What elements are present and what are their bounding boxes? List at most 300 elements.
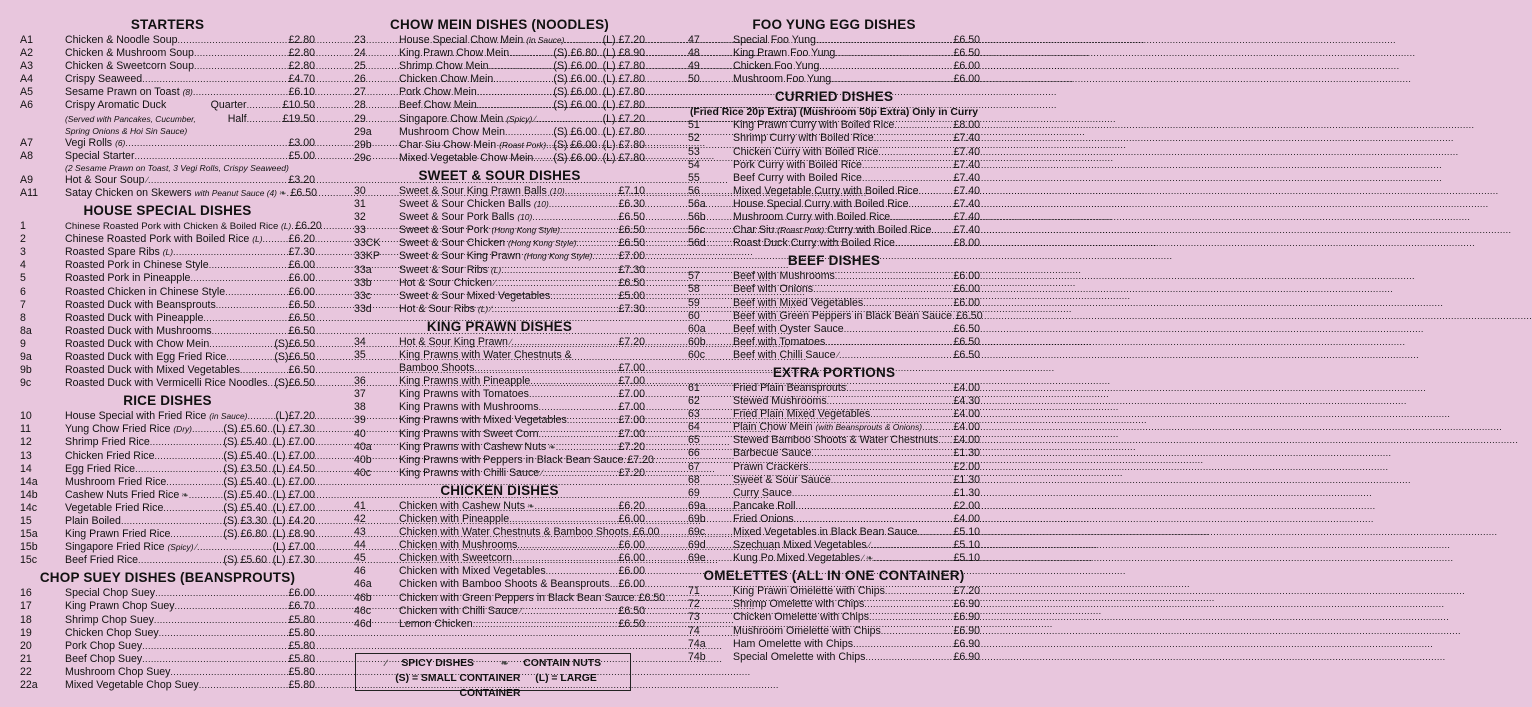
dot-leader [477,99,552,112]
menu-item [20,541,315,554]
menu-item [354,34,645,47]
price-large: (L) £7.80 [602,151,645,164]
item-name-text: Sweet & Sour King Prawn [399,250,521,263]
item-name-text: Plain Boiled [65,515,121,527]
section-title: KING PRAWN DISHES [426,318,573,334]
item-name-text: Stewed Mushrooms [733,395,827,408]
dot-leader [477,86,552,99]
item-price: £3.20 [288,173,315,186]
item-code: 33d [354,302,372,315]
item-name-text: Char Siu Chow Mein [399,138,497,151]
dot-leader [546,565,619,578]
menu-item [20,299,315,312]
menu-item [354,60,645,73]
dot-leader [550,290,618,303]
item-code: 12 [20,436,32,449]
menu-item [20,186,318,200]
section-title: CHOP SUEY DISHES (BEANSPROUTS) [39,570,296,586]
item-name-text: Hot & Sour Chicken [399,276,493,289]
chilli-icon: ∕ [519,605,522,616]
price-small: (S) £5.40 [223,488,267,501]
item-code: 54 [688,158,700,171]
item-name-text: Roasted Spare Ribs [65,246,160,259]
item-note: (10) [549,185,565,196]
item-price: £6.00 [953,60,980,73]
item-name [65,312,203,325]
item-name-text: Beef with Chilli Sauce [733,348,836,361]
item-price: £6.50 [953,34,980,46]
dot-leader [835,270,954,283]
item-code: 60b [688,335,706,348]
item-code: 1 [20,220,26,233]
item-price: £5.80 [288,665,315,678]
price-small: (S) £5.40 [223,501,267,514]
item-code: 46b [354,591,372,604]
dot-leader [862,159,954,172]
dot-leader [148,174,288,187]
item-size: (S) [274,377,289,390]
menu-item [688,349,980,362]
item-name-text: Shrimp Fried Rice [65,436,150,449]
menu-item [20,286,315,299]
item-name [733,283,813,296]
item-code: 58 [688,283,700,296]
item-name [65,272,190,285]
price-small: (S) £6.80 [553,47,597,60]
price-small: (S) £5.60 [223,554,267,567]
menu-item [354,500,645,513]
dot-leader [509,513,618,526]
menu-column-3 [688,16,983,666]
item-price: £7.30 [618,302,645,315]
dot-leader [908,198,953,211]
dot-leader [535,500,619,513]
dot-leader [819,60,953,73]
item-code: 3 [20,246,26,259]
item-code: 63 [688,408,700,421]
section-title: FOO YUNG EGG DISHES [752,17,916,32]
item-name [399,388,529,401]
item-name-text: King Prawn Chop Suey [65,600,175,613]
menu-item [20,463,315,476]
item-name-text: Shrimp Chop Suey [65,613,154,626]
item-price: £7.20 [288,410,315,423]
dot-leader [247,113,283,126]
item-price: £7.30 [288,246,315,259]
item-size: (S) [274,337,289,350]
menu-item [20,60,315,73]
menu-item [20,34,315,47]
item-name [733,461,808,474]
item-name [733,310,952,323]
item-name-text: Chicken with Mushrooms [399,539,518,552]
item-name [733,297,863,310]
item-name [399,86,477,99]
item-name [399,349,572,362]
menu-item [688,539,980,552]
item-name [733,434,938,447]
item-price: £6.00 [618,565,645,578]
item-name [733,585,885,598]
item-price: £6.50 [953,335,980,348]
menu-item [20,410,315,423]
item-name [733,500,795,513]
item-name [733,237,895,250]
item-price: £6.00 [953,283,980,296]
item-code: 68 [688,473,700,486]
dot-leader [543,467,619,480]
item-name-text: Chicken Chop Suey [65,626,159,639]
dot-leader [209,338,272,351]
menu-item [688,323,980,336]
legend-nuts: CONTAIN NUTS [523,658,602,669]
item-name-text: Chicken Chow Mein [399,73,494,86]
item-name [65,34,177,47]
item-name [65,99,211,112]
item-price: £5.10 [953,526,980,538]
item-code: 14 [20,462,32,475]
item-code: 29c [354,151,372,164]
item-price: £6.50 [288,377,315,390]
item-price: £6.20 [295,220,322,233]
price-small: (S) £6.80 [223,528,267,541]
dot-leader [610,578,619,591]
item-price: £6.00 [953,270,980,283]
menu-item [688,552,980,565]
dot-leader [539,428,619,441]
nut-icon: ❧ [500,658,509,668]
price-large: (L) £7.80 [602,138,645,151]
item-note: (L) [490,264,502,275]
price-large: (L) £7.20 [602,34,645,46]
item-price: £5.10 [953,552,980,565]
dot-leader [533,152,551,165]
dot-leader [163,502,221,515]
price-small: (S) £6.00 [553,86,597,99]
item-name [399,60,489,73]
menu-section [20,202,322,390]
item-price: £6.00 [953,73,980,86]
menu-section [354,318,654,480]
item-name-text: King Prawns with Mixed Vegetables [399,414,567,427]
item-code: 33a [354,263,372,276]
item-name [65,220,291,233]
item-price: £6.50 [618,211,645,224]
price-small: (S) £5.40 [223,449,267,462]
item-name [399,592,635,605]
item-code: 45 [354,552,366,565]
item-name [399,250,592,263]
menu-item [688,224,980,237]
item-name [65,73,142,86]
item-code: 30 [354,184,366,197]
item-name [733,638,853,651]
item-name-text: King Prawn Foo Yung [733,47,836,60]
item-name [733,408,870,421]
legend-box [355,653,631,699]
item-name-text: Fried Plain Beansprouts [733,381,847,394]
item-price: £6.70 [288,600,315,613]
menu-item [688,434,980,447]
dot-leader [825,336,953,349]
item-name [399,99,477,112]
item-name-text: Chicken with Bamboo Shoots & Beansprouts [399,578,610,591]
menu-item [354,126,645,139]
menu-item [20,99,315,112]
item-name [399,277,496,290]
item-price: £6.90 [953,611,980,624]
menu-section [354,482,666,631]
item-name [399,47,509,60]
menu-item [688,119,980,132]
menu-item [20,73,315,86]
item-name [733,382,846,395]
item-name [733,47,835,60]
menu-item [354,211,645,224]
item-price: £6.50 [638,591,666,604]
item-name [65,640,142,653]
item-name-text: Special Chop Suey [65,587,156,600]
item-code: 9a [20,350,32,363]
menu-item [354,428,645,441]
item-name-text: Beef Curry with Boiled Rice [733,171,862,184]
dot-leader [240,364,289,377]
item-name-text: Mushroom Curry with Boiled Rice [733,211,891,224]
item-name [399,513,509,526]
item-price: £6.00 [618,539,645,552]
item-code: 14b [20,488,38,501]
item-name [65,554,138,567]
item-name [65,259,209,272]
dot-leader [155,587,288,600]
item-name-text: Ham Omelette with Chips [733,637,854,650]
item-name [733,159,862,172]
item-name-text: Mixed Vegetables in Black Bean Sauce [733,526,918,538]
item-note: (L) [280,221,292,232]
menu-item [688,382,980,395]
item-price: £6.00 [618,578,645,591]
item-name [399,605,521,618]
item-name-text: King Prawn Curry with Boiled Rice [733,119,895,132]
item-name [399,618,473,631]
item-code: 50 [688,73,700,86]
dot-leader [549,198,619,211]
item-name-text: Satay Chicken on Skewers [65,186,192,199]
item-name-text: Sweet & Sour Chicken [399,237,505,250]
item-code: 15 [20,515,32,527]
item-code: 55 [688,171,700,184]
item-name [733,323,844,336]
item-note: (Hong Kong Style) [523,251,593,262]
menu-item [354,401,645,414]
price-large: (L) £7.00 [272,436,315,449]
item-code: 48 [688,47,700,60]
dot-leader [846,382,953,395]
menu-item [20,113,315,126]
item-code: 60c [688,348,706,361]
item-name-text: Crispy Aromatic Duck [65,99,167,112]
item-name [733,526,917,539]
item-price: £7.20 [627,453,654,466]
menu-item [20,679,315,692]
item-code: 53 [688,145,700,158]
item-code: 2 [20,233,26,246]
item-price: £2.80 [288,60,315,73]
item-name-text: Beef with Green Peppers in Black Bean Sauce [733,309,953,322]
item-name [733,598,864,611]
menu-item [20,377,315,390]
item-name-text: Plain Chow Mein [733,421,813,434]
item-price: £7.40 [953,158,980,171]
menu-item [688,198,980,211]
item-name [733,211,890,224]
item-name-text: King Prawns with Water Chestnuts & [399,348,572,361]
chilli-icon: ∕ [534,113,536,124]
menu-item [20,515,315,528]
item-name-text: King Prawns with Chilli Sauce [399,466,540,479]
item-name-text: Szechuan Mixed Vegetables [733,539,867,552]
menu-item [20,259,315,272]
item-code: 61 [688,381,700,394]
item-code: 44 [354,539,366,552]
item-code: 22 [20,665,32,678]
menu-item [354,73,645,86]
item-name [733,447,811,460]
menu-item [20,47,315,60]
item-price: £7.00 [618,401,645,414]
item-name [399,73,493,86]
item-name [65,600,175,613]
nut-icon: ❧ [527,500,535,511]
menu-column-1 [20,16,322,694]
item-code: 39 [354,414,366,427]
menu-item [354,185,645,198]
item-note: (8) [182,87,193,98]
item-name-text: Mixed Vegetable Chow Mein [399,151,534,164]
menu-item [354,113,645,126]
item-name-text: Mushroom Chow Mein [399,125,505,138]
dot-leader [194,60,289,73]
dot-leader [134,150,288,163]
item-note: (in Sauce) [209,411,248,422]
item-code: 46d [354,617,372,630]
item-price: £7.40 [953,171,980,184]
dot-leader [511,336,618,349]
item-code: 26 [354,73,366,86]
item-code: 47 [688,34,700,46]
item-name [65,174,148,187]
item-price: £6.00 [618,552,645,565]
item-price: £7.40 [953,145,980,158]
item-name-text: Pork Chop Suey [65,639,143,652]
item-name-text: Roasted Pork in Pineapple [65,272,191,285]
item-price: £7.20 [618,335,645,348]
price-small: (S) £6.00 [553,138,597,151]
menu-item [354,99,645,112]
dot-leader [827,395,954,408]
item-price: £6.50 [953,47,980,60]
item-code: A3 [20,60,33,73]
dot-leader [567,414,619,427]
menu-item [688,336,980,349]
item-price: £6.50 [618,604,645,617]
item-code: 20 [20,639,32,652]
dot-leader [539,401,619,414]
menu-item [20,351,315,364]
dot-leader [792,487,954,500]
dot-leader [192,423,221,436]
dot-leader [794,513,954,526]
item-code: 33 [354,224,366,237]
item-name [65,299,216,312]
item-code: 11 [20,423,31,436]
item-name [65,246,173,259]
menu-item [354,441,645,454]
item-name [399,237,576,250]
item-code: A5 [20,86,33,99]
item-code: 40c [354,466,372,479]
item-name [399,303,492,316]
item-name [733,421,922,434]
dot-leader [816,34,954,47]
item-name [399,401,539,414]
dot-leader [576,237,618,250]
item-name-text: Chicken Foo Yung [733,60,820,73]
price-large: (L) £7.30 [272,423,315,436]
item-note: (Served with Pancakes, Cucumber, [65,113,196,124]
menu-item [20,653,315,666]
chilli-icon: ∕ [541,467,543,478]
item-name [65,436,150,449]
menu-item [20,423,315,436]
section-subtitle: (Fried Rice 20p Extra) (Mushroom 50p Extra) Only in Curry [689,107,979,119]
item-code: 69c [688,526,706,538]
item-code: 52 [688,132,700,145]
item-code: 18 [20,613,32,626]
menu-item [688,408,980,421]
item-price: £7.40 [953,197,980,210]
menu-section [688,88,980,250]
item-name-text: House Special Chow Mein [399,34,524,46]
item-code: 42 [354,513,366,525]
item-name [65,476,166,489]
item-price: £6.50 [618,237,645,250]
item-name [733,146,878,159]
item-name [65,653,142,666]
item-name-text: Chicken with Pineapple [399,513,510,525]
item-name [65,150,134,163]
item-price: £6.20 [618,499,645,512]
item-name-text: Lemon Chicken [399,617,473,630]
menu-item [688,47,980,60]
dot-leader [203,312,288,325]
item-code: 64 [688,421,700,434]
menu-item [20,528,315,541]
dot-leader [225,286,288,299]
item-name-text: Roasted Duck with Mixed Vegetables [65,364,240,377]
item-code: 56a [688,197,706,210]
item-name-text: Sweet & Sour Mixed Vegetables [399,289,551,302]
item-name [399,375,530,388]
item-code: 37 [354,388,366,401]
item-name [65,541,197,554]
item-price: £6.90 [953,598,980,611]
menu-item [20,502,315,515]
menu-section [688,16,980,86]
menu-item [688,598,980,611]
dot-leader [878,146,953,159]
chilli-icon: ∕ [862,553,864,564]
